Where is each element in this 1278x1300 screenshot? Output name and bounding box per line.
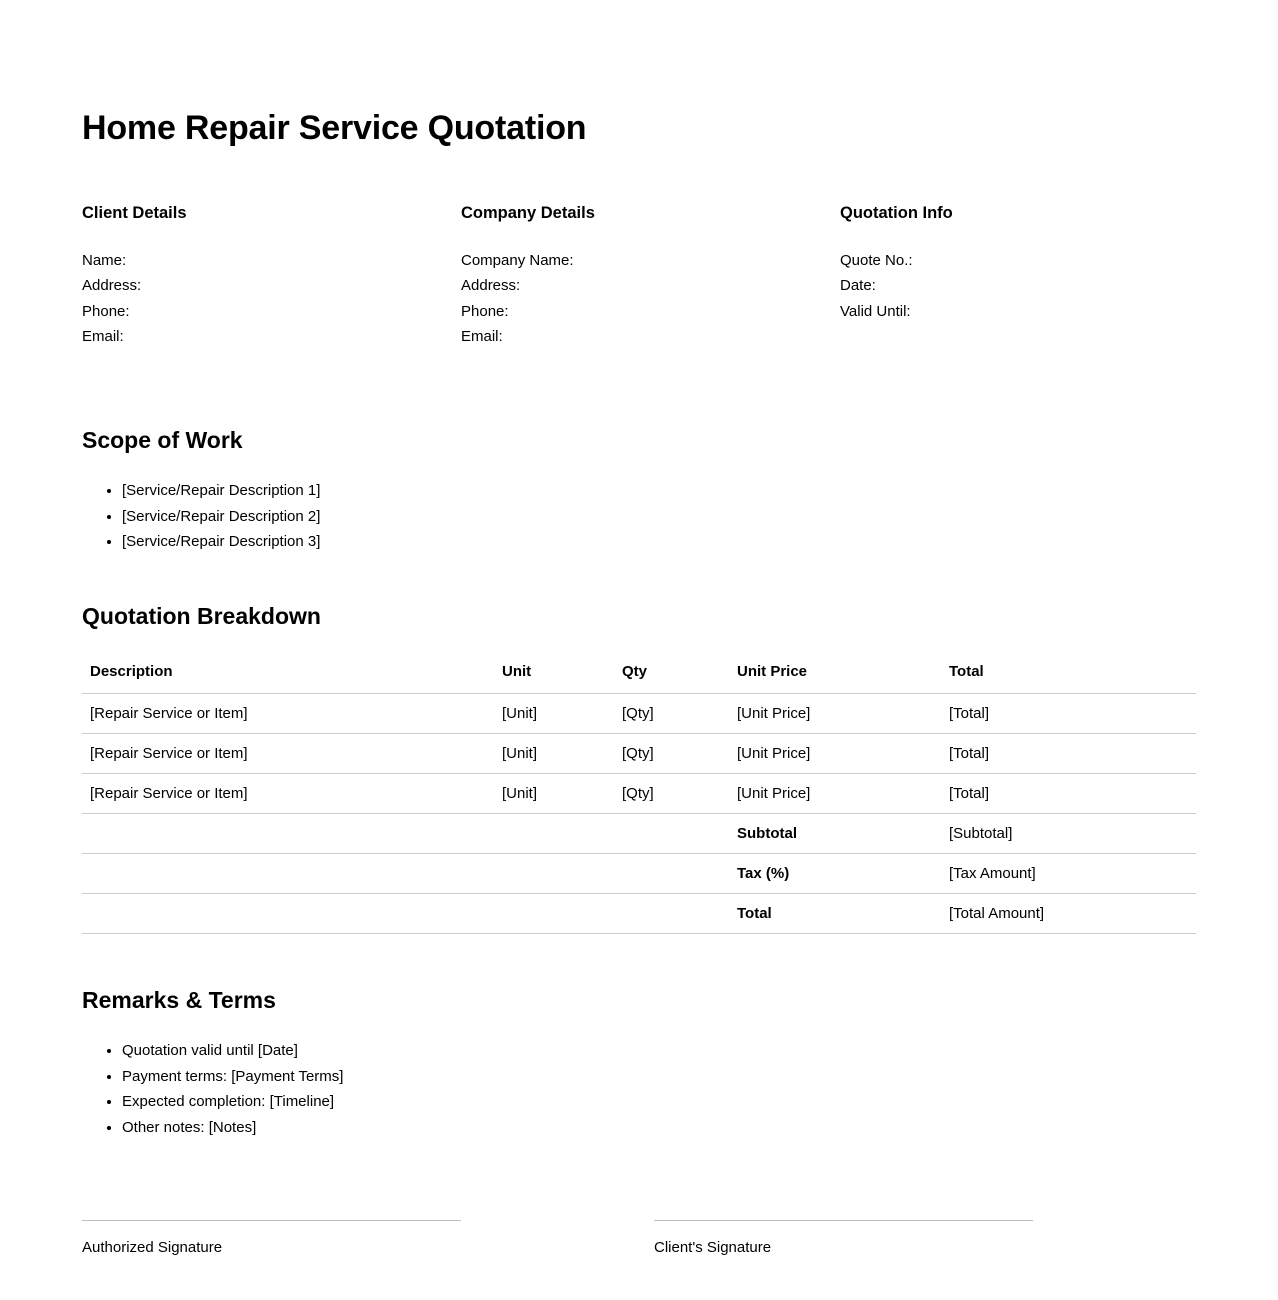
tax-row: [82, 853, 1196, 893]
table-header-row: [82, 659, 1196, 694]
remarks-and-terms-list: [82, 1038, 1196, 1140]
spacer-cell: [614, 813, 729, 853]
list-item: • Other notes: [Notes]: [122, 1115, 1196, 1141]
client-email-label: Email:: [82, 328, 124, 346]
company-address-label: Address:: [461, 277, 521, 295]
scope-of-work-section: [82, 426, 1196, 555]
valid-until-label: Valid Until:: [840, 302, 911, 320]
client-details-heading: Client Details: [82, 203, 187, 222]
cell-unit: [Unit]: [494, 693, 614, 733]
spacer-cell: [614, 893, 729, 933]
company-details-heading: Company Details: [461, 203, 595, 222]
quotation-info-column: [840, 204, 1196, 350]
cell-unit-price: [Unit Price]: [729, 773, 941, 813]
column-header-total: Total: [941, 659, 1196, 694]
quotation-breakdown-section: [82, 602, 1196, 934]
list-item: • [Service/Repair Description 1]: [122, 478, 1196, 504]
spacer-cell: [494, 853, 614, 893]
scope-of-work-heading: Scope of Work: [82, 426, 243, 453]
authorized-signature-block: [82, 1220, 461, 1257]
cell-description: [Repair Service or Item]: [82, 773, 494, 813]
authorized-signature-label: Authorized Signature: [82, 1239, 223, 1257]
column-header-description: Description: [82, 659, 494, 694]
total-label: Total: [729, 893, 941, 933]
list-item: • Payment terms: [Payment Terms]: [122, 1064, 1196, 1090]
quotation-breakdown-heading: Quotation Breakdown: [82, 602, 321, 629]
spacer-cell: [82, 813, 494, 853]
company-email-label: Email:: [461, 328, 503, 346]
cell-description: [Repair Service or Item]: [82, 693, 494, 733]
spacer-cell: [82, 893, 494, 933]
subtotal-value: [Subtotal]: [941, 813, 1196, 853]
cell-description: [Repair Service or Item]: [82, 733, 494, 773]
table-row: [82, 773, 1196, 813]
table-row: [82, 733, 1196, 773]
cell-unit: [Unit]: [494, 773, 614, 813]
details-section: [82, 204, 1196, 350]
cell-total: [Total]: [941, 693, 1196, 733]
scope-of-work-list: [82, 478, 1196, 555]
company-name-label: Company Name:: [461, 251, 574, 269]
client-signature-block: [654, 1220, 1033, 1257]
list-item: • Quotation valid until [Date]: [122, 1038, 1196, 1064]
client-address-label: Address:: [82, 277, 142, 295]
cell-qty: [Qty]: [614, 733, 729, 773]
client-signature-label: Client's Signature: [654, 1239, 772, 1257]
cell-unit-price: [Unit Price]: [729, 733, 941, 773]
company-phone-label: Phone:: [461, 302, 509, 320]
signature-line: [82, 1220, 461, 1221]
list-item: • [Service/Repair Description 2]: [122, 504, 1196, 530]
column-header-unit-price: Unit Price: [729, 659, 941, 694]
table-row: [82, 693, 1196, 733]
signature-section: [82, 1220, 1196, 1257]
company-details-column: [461, 204, 840, 350]
quote-date-label: Date:: [840, 277, 876, 295]
tax-label: Tax (%): [729, 853, 941, 893]
list-item: • [Service/Repair Description 3]: [122, 529, 1196, 555]
subtotal-label: Subtotal: [729, 813, 941, 853]
column-header-qty: Qty: [614, 659, 729, 694]
total-row: [82, 893, 1196, 933]
cell-qty: [Qty]: [614, 773, 729, 813]
subtotal-row: [82, 813, 1196, 853]
column-header-unit: Unit: [494, 659, 614, 694]
cell-qty: [Qty]: [614, 693, 729, 733]
spacer-cell: [82, 853, 494, 893]
table-header: [82, 659, 1196, 694]
remarks-and-terms-section: [82, 986, 1196, 1141]
cell-unit-price: [Unit Price]: [729, 693, 941, 733]
client-name-label: Name:: [82, 251, 127, 269]
client-phone-label: Phone:: [82, 302, 130, 320]
cell-total: [Total]: [941, 733, 1196, 773]
spacer-cell: [494, 813, 614, 853]
client-details-column: [82, 204, 461, 350]
cell-total: [Total]: [941, 773, 1196, 813]
quotation-breakdown-table: [82, 659, 1196, 934]
quotation-info-heading: Quotation Info: [840, 203, 953, 222]
total-value: [Total Amount]: [941, 893, 1196, 933]
signature-line: [654, 1220, 1033, 1221]
tax-value: [Tax Amount]: [941, 853, 1196, 893]
remarks-and-terms-heading: Remarks & Terms: [82, 986, 276, 1013]
cell-unit: [Unit]: [494, 733, 614, 773]
list-item: • Expected completion: [Timeline]: [122, 1089, 1196, 1115]
page-title: Home Repair Service Quotation: [82, 109, 587, 147]
table-body: [82, 693, 1196, 933]
spacer-cell: [494, 893, 614, 933]
quote-number-label: Quote No.:: [840, 251, 913, 269]
spacer-cell: [614, 853, 729, 893]
